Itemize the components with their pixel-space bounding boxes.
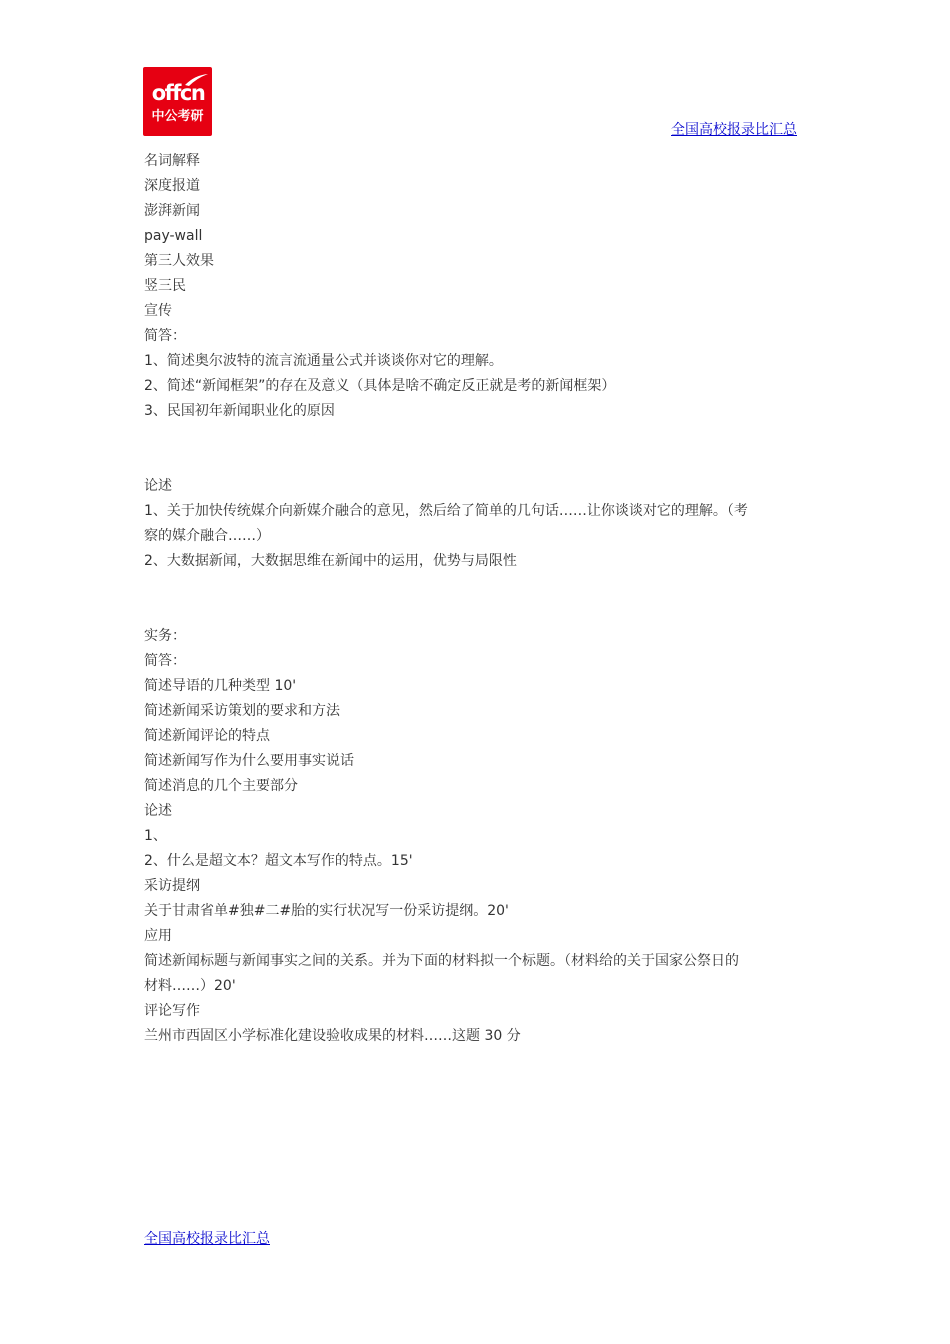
- blank-line: [144, 599, 814, 624]
- text-line: 实务：: [144, 628, 186, 644]
- text-line: 关于甘肃省单#独#二#胎的实行状况写一份采访提纲。20': [144, 903, 509, 919]
- text-line: 简述新闻写作为什么要用事实说话: [144, 753, 354, 769]
- text-line: 澎湃新闻: [144, 203, 200, 219]
- text-line: 论述: [144, 803, 172, 819]
- blank-line: [144, 449, 814, 474]
- logo-brand-cn: 中公考研: [151, 109, 204, 124]
- header-link[interactable]: 全国高校报录比汇总: [671, 122, 797, 138]
- text-line: 1、简述奥尔波特的流言流通量公式并谈谈你对它的理解。: [144, 353, 503, 369]
- text-line: 深度报道: [144, 178, 200, 194]
- text-line: 简述新闻评论的特点: [144, 728, 270, 744]
- text-line: 材料……）20': [144, 978, 236, 994]
- offcn-logo: [143, 67, 212, 136]
- text-line: 采访提纲: [144, 878, 200, 894]
- text-line: 应用: [144, 928, 172, 944]
- text-line: 简答：: [144, 328, 186, 344]
- text-line: 3、民国初年新闻职业化的原因: [144, 403, 335, 419]
- text-line: 察的媒介融合……）: [144, 528, 270, 544]
- text-line: 2、什么是超文本？超文本写作的特点。15': [144, 853, 413, 869]
- text-line: 简述新闻采访策划的要求和方法: [144, 703, 340, 719]
- text-line: 第三人效果: [144, 253, 214, 269]
- text-line: 名词解释: [144, 153, 200, 169]
- text-line: 竖三民: [144, 278, 186, 294]
- footer-link[interactable]: 全国高校报录比汇总: [144, 1231, 270, 1247]
- text-line: 评论写作: [144, 1003, 200, 1019]
- text-line: 1、: [144, 828, 167, 844]
- text-line: 1、关于加快传统媒介向新媒介融合的意见，然后给了简单的几句话……让你谈谈对它的理解。（考: [144, 503, 748, 519]
- text-line: 论述: [144, 478, 172, 494]
- document-body: [144, 149, 814, 1049]
- text-line: 简答：: [144, 653, 186, 669]
- blank-line: [144, 424, 814, 449]
- text-line: 简述消息的几个主要部分: [144, 778, 298, 794]
- blank-line: [144, 574, 814, 599]
- text-line: 简述新闻标题与新闻事实之间的关系。并为下面的材料拟一个标题。（材料给的关于国家公祭日的: [144, 953, 739, 969]
- text-line: 2、简述“新闻框架”的存在及意义（具体是啥不确定反正就是考的新闻框架）: [144, 378, 616, 394]
- text-line: 兰州市西固区小学标准化建设验收成果的材料……这题 30 分: [144, 1028, 521, 1044]
- text-line: pay-wall: [144, 228, 203, 244]
- logo-brand-text: offcn: [151, 81, 205, 105]
- text-line: 简述导语的几种类型 10': [144, 678, 297, 694]
- text-line: 宣传: [144, 303, 172, 319]
- text-line: 2、大数据新闻，大数据思维在新闻中的运用，优势与局限性: [144, 553, 517, 569]
